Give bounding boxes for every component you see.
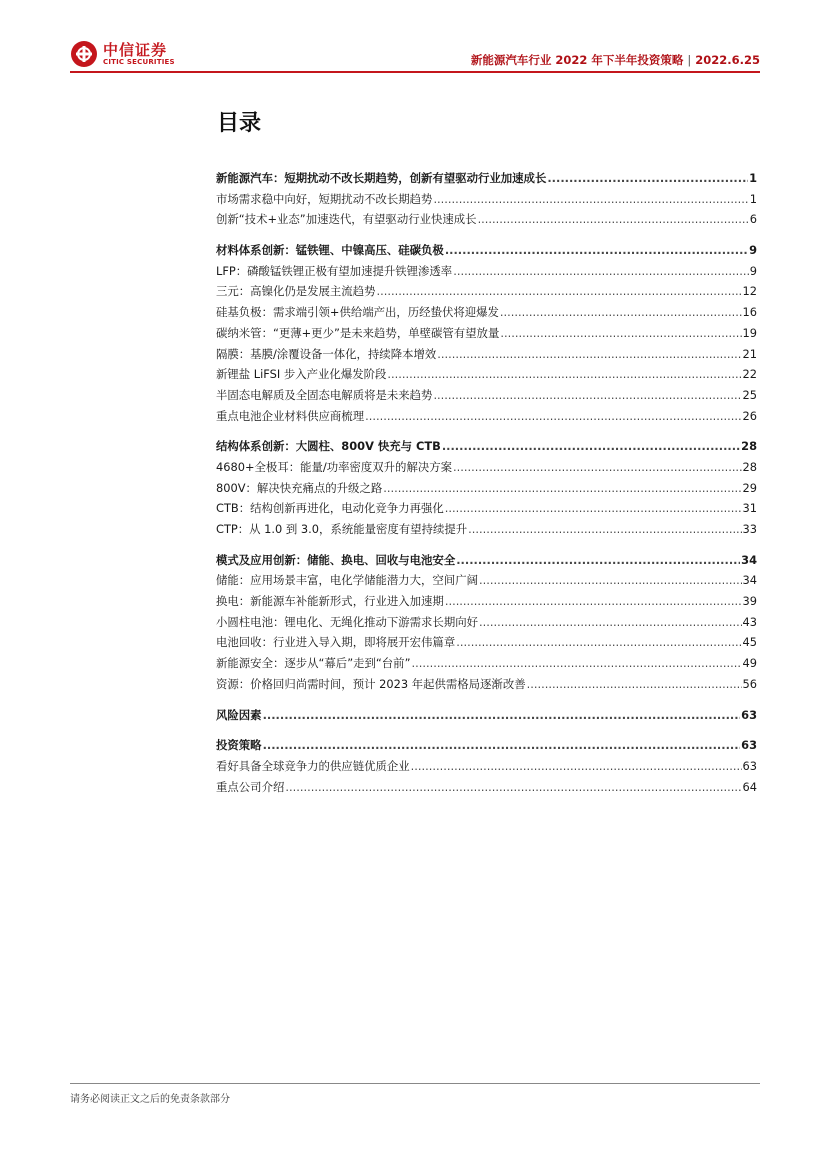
toc-subsection-entry[interactable] [216, 614, 757, 635]
toc-subsection-entry[interactable] [216, 779, 757, 800]
toc-section-gap [216, 232, 757, 242]
toc-page-number: 56 [742, 676, 757, 691]
toc-section-gap [216, 697, 757, 707]
toc-subsection-entry[interactable] [216, 283, 757, 304]
toc-subsection-entry[interactable] [216, 191, 757, 212]
toc-dot-leader [365, 409, 741, 423]
toc-entry-title: 新能源汽车：短期扰动不改长期趋势，创新有望驱动行业加速成长 [216, 171, 547, 185]
toc-entry-title: 新能源安全：逐步从“幕后”走到“台前” [216, 656, 411, 671]
toc-entry-title: 硅基负极：需求端引领+供给端产出，历经蛰伏将迎爆发 [216, 305, 499, 320]
toc-dot-leader [383, 481, 741, 495]
toc-subsection-entry[interactable] [216, 758, 757, 779]
toc-section-gap [216, 542, 757, 552]
toc-section-gap [216, 428, 757, 438]
toc-section-entry[interactable] [216, 552, 757, 573]
toc-page-number: 21 [742, 346, 757, 361]
table-of-contents [216, 170, 757, 799]
toc-entry-title: 碳纳米管：“更薄+更少”是未来趋势，单壁碳管有望放量 [216, 325, 500, 340]
toc-subsection-entry[interactable] [216, 676, 757, 697]
report-title-text: 新能源汽车行业 2022 年下半年投资策略 [470, 53, 684, 67]
toc-entry-title: LFP：磷酸锰铁锂正极有望加速提升铁锂渗透率 [216, 263, 453, 278]
toc-subsection-entry[interactable] [216, 459, 757, 480]
toc-dot-leader [433, 192, 748, 206]
toc-page-number: 63 [741, 738, 757, 753]
toc-section-entry[interactable] [216, 242, 757, 263]
toc-dot-leader [376, 284, 741, 298]
toc-page-number: 1 [749, 171, 757, 185]
toc-dot-leader [411, 759, 742, 773]
toc-page-number: 28 [741, 439, 757, 454]
footer-divider [70, 1083, 760, 1084]
toc-subsection-entry[interactable] [216, 408, 757, 429]
toc-page-number: 33 [742, 522, 757, 536]
toc-dot-leader [437, 347, 741, 361]
toc-subsection-entry[interactable] [216, 572, 757, 593]
toc-page-number: 28 [742, 459, 757, 474]
toc-page-number: 49 [742, 656, 757, 671]
toc-dot-leader [445, 594, 742, 608]
toc-page-number: 16 [742, 305, 757, 320]
toc-dot-leader [442, 439, 740, 453]
toc-page-number: 9 [749, 243, 757, 258]
toc-entry-title: 换电：新能源车补能新形式，行业进入加速期 [216, 594, 444, 609]
toc-entry-title: 半固态电解质及全固态电解质将是未来趋势 [216, 387, 433, 402]
toc-subsection-entry[interactable] [216, 325, 757, 346]
toc-page-number: 34 [741, 552, 757, 567]
toc-subsection-entry[interactable] [216, 263, 757, 284]
report-title [471, 52, 760, 68]
toc-entry-title: 新锂盐 LiFSI 步入产业化爆发阶段 [216, 367, 387, 382]
toc-page-number: 19 [742, 325, 757, 340]
toc-dot-leader [456, 553, 740, 567]
toc-page-number: 9 [749, 263, 757, 278]
toc-section-entry[interactable] [216, 737, 757, 758]
toc-dot-leader [479, 615, 742, 629]
toc-entry-title: CTB：结构创新再进化，电动化竞争力再强化 [216, 501, 444, 516]
toc-page-number: 26 [742, 408, 757, 423]
toc-page-number: 1 [749, 191, 757, 206]
toc-entry-title: 看好具备全球竞争力的供应链优质企业 [216, 758, 410, 773]
toc-subsection-entry[interactable] [216, 500, 757, 521]
toc-subsection-entry[interactable] [216, 346, 757, 367]
toc-section-entry[interactable] [216, 170, 757, 191]
toc-entry-title: 投资策略 [216, 738, 262, 753]
header-divider [70, 71, 760, 73]
toc-dot-leader [453, 264, 749, 278]
toc-heading: 目录 [217, 111, 262, 136]
toc-page-number: 25 [742, 387, 757, 402]
toc-page-number: 29 [742, 480, 757, 495]
toc-page-number: 64 [742, 779, 757, 794]
toc-entry-title: 电池回收：行业进入导入期，即将展开宏伟篇章 [216, 635, 456, 650]
citic-logo [70, 38, 190, 70]
toc-page-number: 63 [741, 707, 757, 722]
toc-dot-leader [500, 305, 742, 319]
toc-section-entry[interactable] [216, 438, 757, 459]
toc-page-number: 31 [742, 501, 757, 516]
toc-dot-leader [285, 780, 741, 794]
toc-dot-leader [445, 243, 748, 257]
toc-entry-title: 市场需求稳中向好，短期扰动不改长期趋势 [216, 191, 433, 206]
toc-subsection-entry[interactable] [216, 211, 757, 232]
footer-disclaimer: 请务必阅读正文之后的免责条款部分 [70, 1094, 230, 1105]
toc-page-number: 39 [742, 594, 757, 609]
report-date: 2022.6.25 [695, 53, 760, 67]
logo-english-name: CITIC SECURITIES [103, 58, 175, 66]
page-header [70, 38, 760, 72]
toc-page-number: 34 [742, 573, 757, 588]
toc-page-number: 43 [742, 614, 757, 629]
toc-entry-title: 结构体系创新：大圆柱、800V 快充与 CTB [216, 439, 441, 454]
toc-subsection-entry[interactable] [216, 304, 757, 325]
toc-entry-title: 小圆柱电池：锂电化、无绳化推动下游需求长期向好 [216, 614, 478, 629]
toc-subsection-entry[interactable] [216, 366, 757, 387]
toc-entry-title: 重点电池企业材料供应商梳理 [216, 408, 365, 423]
citic-logo-icon [70, 40, 98, 68]
toc-dot-leader [445, 501, 742, 515]
toc-page-number: 22 [742, 367, 757, 382]
toc-subsection-entry[interactable] [216, 655, 757, 676]
title-separator: | [687, 53, 692, 67]
toc-page-number: 63 [742, 758, 757, 773]
toc-dot-leader [387, 367, 741, 381]
toc-dot-leader [263, 738, 741, 752]
toc-section-entry[interactable] [216, 707, 757, 728]
toc-dot-leader [411, 656, 741, 670]
toc-entry-title: 800V：解决快充痛点的升级之路 [216, 480, 383, 495]
toc-entry-title: 风险因素 [216, 707, 262, 722]
toc-subsection-entry[interactable] [216, 480, 757, 501]
toc-dot-leader [478, 212, 749, 226]
toc-page-number: 12 [742, 284, 757, 299]
toc-entry-title: CTP：从 1.0 到 3.0，系统能量密度有望持续提升 [216, 522, 468, 536]
toc-subsection-entry[interactable] [216, 521, 757, 542]
toc-dot-leader [433, 388, 741, 402]
toc-dot-leader [456, 635, 741, 649]
toc-subsection-entry[interactable] [216, 634, 757, 655]
toc-section-gap [216, 727, 757, 737]
toc-subsection-entry[interactable] [216, 593, 757, 614]
toc-dot-leader [527, 677, 742, 691]
toc-page-number: 45 [742, 635, 757, 650]
toc-entry-title: 三元：高镍化仍是发展主流趋势 [216, 284, 376, 299]
toc-entry-title: 资源：价格回归尚需时间，预计 2023 年起供需格局逐渐改善 [216, 676, 526, 691]
logo-chinese-name: 中信证券 [103, 41, 168, 59]
toc-entry-title: 隔膜：基膜/涂覆设备一体化，持续降本增效 [216, 346, 437, 361]
toc-dot-leader [453, 460, 741, 474]
toc-dot-leader [547, 171, 748, 185]
toc-page-number: 6 [749, 212, 757, 227]
toc-subsection-entry[interactable] [216, 387, 757, 408]
toc-entry-title: 储能：应用场景丰富，电化学储能潜力大，空间广阔 [216, 573, 478, 588]
toc-entry-title: 创新“技术+业态”加速迭代，有望驱动行业快速成长 [216, 212, 477, 227]
toc-dot-leader [479, 573, 742, 587]
toc-entry-title: 4680+全极耳：能量/功率密度双升的解决方案 [216, 459, 453, 474]
toc-entry-title: 模式及应用创新：储能、换电、回收与电池安全 [216, 552, 456, 567]
toc-dot-leader [468, 522, 741, 536]
toc-dot-leader [500, 326, 741, 340]
toc-entry-title: 材料体系创新：锰铁锂、中镍高压、硅碳负极 [216, 243, 444, 258]
toc-dot-leader [263, 708, 741, 722]
toc-entry-title: 重点公司介绍 [216, 779, 285, 794]
